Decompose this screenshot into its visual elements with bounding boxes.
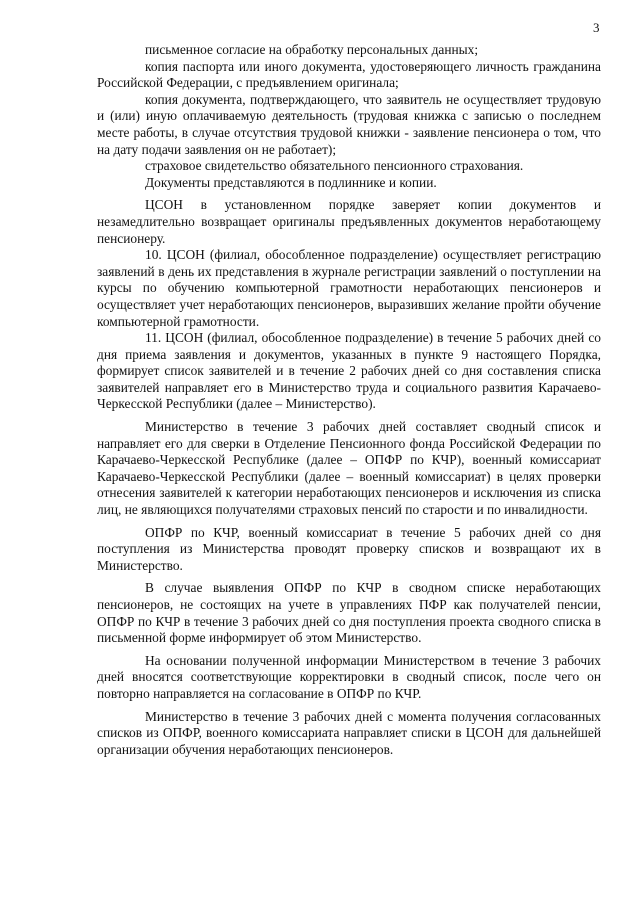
paragraph: 11. ЦСОН (филиал, обособленное подразделение) в течение 5 рабочих дней со дня приема заявления и документов, указанных в пункте 9 настоящего Порядка, формирует список заявителей и в течение 2 рабочих дней со дня составления списка заявителей направляет его в Министерство труда и социального развития Карачаево-Черкесской Республики (далее – Министерство).: [97, 330, 601, 412]
page-number: 3: [593, 20, 600, 35]
paragraph: письменное согласие на обработку персональных данных;: [145, 42, 479, 57]
paragraph: Документы представляются в подлиннике и копии.: [145, 174, 437, 190]
document-body: [97, 42, 601, 758]
paragraph: На основании полученной информации Министерством в течение 3 рабочих дней вносятся соответствующие корректировки в сводный список, после чего он повторно направляется на согласование в ОПФР по КЧР.: [97, 652, 601, 701]
paragraph: Министерство в течение 3 рабочих дней составляет сводный список и направляет его для сверки в Отделение Пенсионного фонда Российской Федерации по Карачаево-Черкесской Республике (далее – ОПФР по КЧР), военный комиссариат Карачаево-Черкесской Республики (далее – военный комиссариат) в целях проверки отнесения заявителей к категории неработающих пенсионеров и исключения из списка лиц, не являющихся получателями страховых пенсий по старости и по инвалидности.: [97, 419, 601, 518]
paragraph: ОПФР по КЧР, военный комиссариат в течение 5 рабочих дней со дня поступления из Министерства проводят проверку списков и возвращают их в Министерство.: [97, 524, 601, 573]
paragraph: страховое свидетельство обязательного пенсионного страхования.: [145, 158, 524, 174]
paragraph: В случае выявления ОПФР по КЧР в сводном списке неработающих пенсионеров, не состоящих на учете в управлениях ПФР как получателей пенсии, ОПФР по КЧР в течение 3 рабочих дней со дня поступления проекта сводного списка в письменной форме информирует об этом Министерство.: [97, 580, 601, 646]
paragraph: Министерство в течение 3 рабочих дней с момента получения согласованных списков из ОПФР, военного комиссариата направляет списки в ЦСОН для дальнейшей организации обучения неработающих пенсионеров.: [97, 708, 601, 757]
paragraph: копия документа, подтверждающего, что заявитель не осуществляет трудовую и (или) иную оплачиваемую деятельность (трудовая книжка с записью о последнем месте работы, в случае отсутствия трудовой книжки - заявление пенсионера о том, что на дату подачи заявления он не работает);: [97, 91, 601, 157]
paragraph: ЦСОН в установленном порядке заверяет копии документов и незамедлительно возвращает оригиналы предъявленных документов неработающему пенсионеру.: [97, 197, 601, 246]
paragraph: 10. ЦСОН (филиал, обособленное подразделение) осуществляет регистрацию заявлений в день их представления в журнале регистрации заявлений о поступлении на курсы по обучению компьютерной грамотности неработающих пенсионеров и осуществляет учет неработающих пенсионеров, выразивших желание пройти обучение компьютерной грамотности.: [97, 247, 601, 329]
paragraph: копия паспорта или иного документа, удостоверяющего личность гражданина Российской Федерации, с предъявлением оригинала;: [97, 58, 601, 91]
